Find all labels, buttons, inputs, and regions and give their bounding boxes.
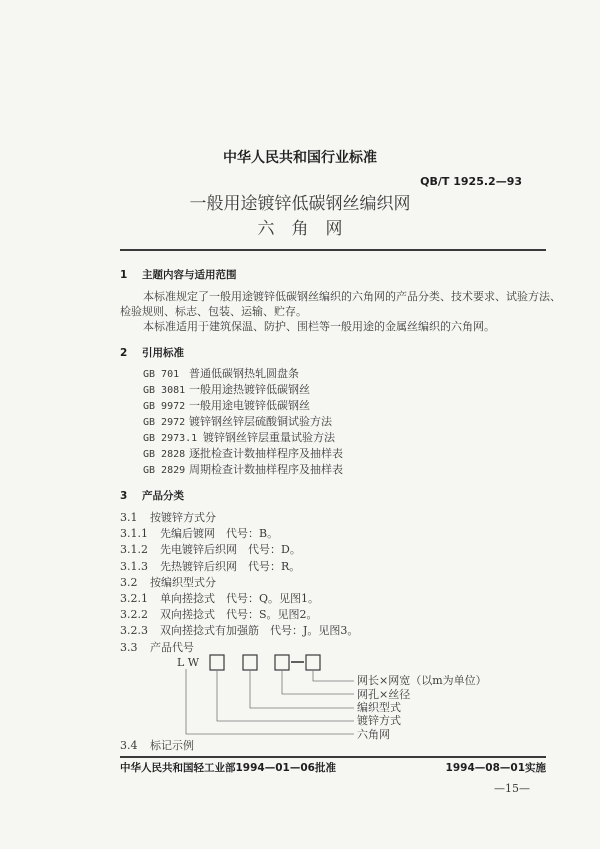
item-3-4 <box>120 740 194 751</box>
leader-line <box>186 669 354 734</box>
reference-code: GB 2973.1 <box>143 433 198 444</box>
code-box-plating <box>210 655 224 670</box>
item-number: 3.2.1 <box>120 592 148 605</box>
reference-code: GB 3081 <box>143 385 186 396</box>
code-label-size: 网长×网宽（以m为单位） <box>357 674 487 687</box>
effective-date: 1994—08—01实施 <box>445 762 546 774</box>
approval-statement: 中华人民共和国轻工业部1994—01—06批准 <box>120 762 336 774</box>
code-label-weave: 编织型式 <box>357 701 401 714</box>
item-number: 3.2.3 <box>120 624 148 638</box>
item-text: 按编织型式分 <box>150 575 216 589</box>
item-number: 3.1.2 <box>120 543 148 557</box>
leader-line <box>313 671 354 681</box>
section-number: 2 <box>120 347 128 359</box>
item-number: 3.4 <box>120 739 138 752</box>
code-label-plating: 镀锌方式 <box>357 714 401 727</box>
reference-code: GB 2828 <box>143 449 186 460</box>
item-number: 3.1.1 <box>120 527 148 541</box>
section-number: 1 <box>120 269 128 281</box>
section-title: 主题内容与适用范围 <box>142 269 237 281</box>
item-text: 产品代号 <box>150 640 194 654</box>
code-prefix: L W <box>177 656 200 669</box>
reference-title: 镀锌钢丝锌层硫酸铜试验方法 <box>189 415 332 428</box>
document-title: 一般用途镀锌低碳钢丝编织网 <box>189 194 411 214</box>
code-box-mesh <box>275 655 289 670</box>
item-text: 先编后镀网 代号：B。 <box>160 527 279 541</box>
reference-title: 镀锌钢丝锌层重量试验方法 <box>203 431 335 444</box>
reference-code: GB 9972 <box>143 401 186 412</box>
item-number: 3.1.3 <box>120 559 148 573</box>
document-subtitle: 六 角 网 <box>257 219 343 239</box>
section-title: 产品分类 <box>142 490 184 502</box>
item-text: 标记示例 <box>150 739 194 752</box>
issuing-standard-category: 中华人民共和国行业标准 <box>223 150 377 166</box>
item-text: 按镀锌方式分 <box>150 511 216 524</box>
reference-code: GB 2829 <box>143 465 186 476</box>
footer-rule <box>120 756 546 758</box>
item-text: 先热镀锌后织网 代号：R。 <box>160 559 301 573</box>
code-box-size <box>306 655 320 670</box>
item-text: 先电镀锌后织网 代号：D。 <box>160 543 301 557</box>
item-number: 3.1 <box>120 511 138 524</box>
leader-line <box>217 671 354 721</box>
reference-title: 一般用途热镀锌低碳钢丝 <box>189 383 310 396</box>
item-text: 双向搓捻式有加强筋 代号：J。见图3。 <box>160 624 359 638</box>
section-number: 3 <box>120 490 128 502</box>
paragraph-line: 本标准规定了一般用途镀锌低碳钢丝编织的六角网的产品分类、技术要求、试验方法、 <box>143 290 561 303</box>
reference-title: 周期检查计数抽样程序及抽样表 <box>189 463 343 476</box>
item-number: 3.2.2 <box>120 608 148 622</box>
paragraph: 本标准适用于建筑保温、防护、围栏等一般用途的金属丝编织的六角网。 <box>143 320 495 333</box>
reference-code: GB 2972 <box>143 417 186 428</box>
item-text: 双向搓捻式 代号：S。见图2。 <box>160 608 318 622</box>
code-label-hex-mesh: 六角网 <box>357 728 390 741</box>
code-box-weave <box>243 655 257 670</box>
reference-title: 逐批检查计数抽样程序及抽样表 <box>189 447 343 460</box>
item-number: 3.3 <box>120 640 138 654</box>
code-label-mesh: 网孔×丝径 <box>357 688 411 701</box>
item-text: 单向搓捻式 代号：Q。见图1。 <box>160 592 320 605</box>
section-title: 引用标准 <box>142 347 184 359</box>
item-number: 3.2 <box>120 575 138 589</box>
standard-code: QB/T 1925.2—93 <box>420 175 522 188</box>
paragraph-line: 检验规则、标志、包装、运输、贮存。 <box>120 305 307 318</box>
leader-line <box>282 671 354 694</box>
reference-title: 普通低碳钢热轧圆盘条 <box>189 367 299 380</box>
page-number: —15— <box>494 782 530 795</box>
reference-code: GB 701 <box>143 369 180 380</box>
reference-title: 一般用途电镀锌低碳钢丝 <box>189 399 310 412</box>
leader-line <box>250 671 354 708</box>
